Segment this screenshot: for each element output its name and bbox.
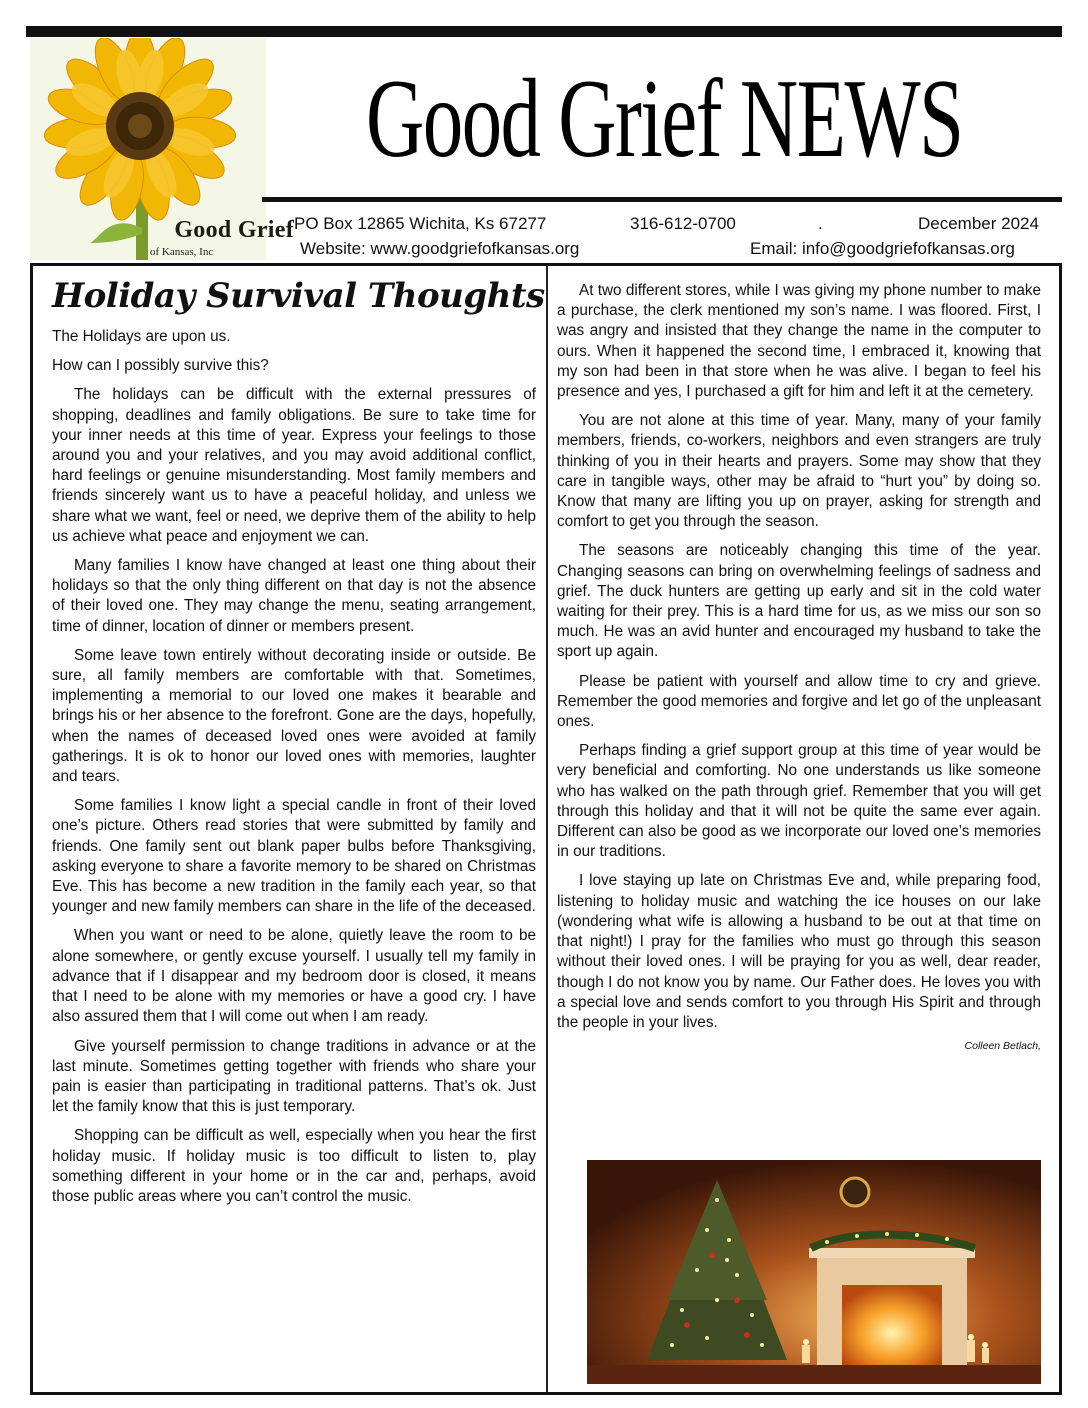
- paragraph: At two different stores, while I was giving my phone number to make a purchase, the clerk mentioned my son’s name. I was floored. First, I was angry and insisted that they change the name in the computer to ours. When it happened the second time, I embraced it, knowing that my son had been in that store when he was alive. I began to feel his presence and yes, I purchased a gift for him and left it at the cemetery.: [557, 282, 1041, 401]
- paragraph: Give yourself permission to change traditions in advance or at the last minute. Sometimes getting together with friends who share your pain is easier than participating in traditional patterns. That’s ok. Just let the family know that this is just temporary.: [52, 1037, 536, 1116]
- paragraph: How can I possibly survive this?: [52, 357, 269, 375]
- left-column: [52, 327, 536, 1216]
- email-link[interactable]: Email: info@goodgriefofkansas.org: [750, 239, 1015, 258]
- paragraph: Some families I know light a special candle in front of their loved one’s picture. Others read stories that were submitted by family and friends. One family sent out blank paper bulbs before Thanksgiving, asking everyone to share a favorite memory to be shared on Christmas Eve. This has become a new tradition in the family each year, so that younger and new family members can share in the life of the deceased.: [52, 797, 536, 916]
- logo-subtitle: of Kansas, Inc: [150, 246, 214, 258]
- paragraph: Shopping can be difficult as well, especially when you hear the first holiday music. If holiday music is too difficult to listen to, play something different in your home or in the car and, perhaps, avoid those public areas where you can’t control the music.: [52, 1127, 536, 1205]
- logo-text: [114, 218, 294, 258]
- paragraph: The holidays can be difficult with the external pressures of shopping, deadlines and family obligations. Be sure to take time for your inner needs at this time of year. Express your feelings to those around you and your relatives, and you may avoid additional conflict, hard feelings or genuine misunderstanding. Most family members and friends sincerely want us to have a peaceful holiday, and unless we share what we want, feel or need, we deprive them of the ability to help us achieve what peace and enjoyment we can.: [52, 386, 536, 545]
- paragraph: When you want or need to be alone, quietly leave the room to be alone somewhere, or gently excuse yourself. I usually tell my family in advance that if I disappear and my bedroom door is closed, it means that I need to be alone with my memories or have a good cry. I have also assured them that I will come out when I am ready.: [52, 927, 536, 1026]
- paragraph: I love staying up late on Christmas Eve and, while preparing food, listening to holiday music and watching the ice houses on our lake (wondering what wife is allowing a husband to be out at that time on that night!) I pray for the families who must go through this season without their loved ones. I will be praying for you as well, dear reader, though I do not know you by name. Our Father does. He loves you with a special love and sends comfort to you through His Spirit and through the people in your lives.: [557, 872, 1041, 1031]
- newsletter-title: Good Grief NEWS: [366, 57, 963, 181]
- article-headline: Holiday Survival Thoughts: [52, 276, 545, 316]
- column-divider: [546, 266, 548, 1392]
- logo: [30, 38, 294, 260]
- top-rule: [26, 26, 1062, 37]
- logo-name: Good Grief: [174, 217, 294, 243]
- masthead-rule: [262, 197, 1062, 202]
- website-link[interactable]: Website: www.goodgriefofkansas.org: [300, 239, 580, 258]
- paragraph: Some leave town entirely without decorating inside or outside. Be sure, all family members are comfortable with that. Sometimes, implementing a memorial to our loved one makes it bearable and brings his or her absence to the forefront. Gone are the days, hopefully, when the names of deceased loved ones were avoided at family gatherings. It is ok to honor our loved ones with memories, laughter and tears.: [52, 646, 536, 786]
- paragraph: Many families I know have changed at least one thing about their holidays so that the only thing different on that day is not the absence of their loved one. They may change the menu, seating arrangement, time of dinner, location of dinner or members present.: [52, 557, 536, 635]
- paragraph: The Holidays are upon us.: [52, 328, 231, 345]
- paragraph: You are not alone at this time of year. Many, many of your family members, friends, co-workers, neighbors and even strangers are truly thinking of you in their hearts and prayers. Some may show that they care in tangible ways, other may be afraid to “hurt you” by doing so. Know that many are lifting you up on prayer, asking for strength and comfort to get you through the season.: [557, 412, 1041, 531]
- issue-date: December 2024: [918, 214, 1039, 233]
- christmas-tree-fireplace-image: [587, 1160, 1041, 1384]
- paragraph: The seasons are noticeably changing this time of the year. Changing seasons can bring on overwhelming feelings of sadness and grief. The duck hunters are getting up early and sit in the cold water waiting for their prey. This is a hard time for us, as we miss our son so much. He was an avid hunter and encouraged my husband to take the sport up again.: [557, 542, 1041, 661]
- right-column: [557, 281, 1041, 1056]
- po-box: PO Box 12865 Wichita, Ks 67277: [294, 214, 547, 233]
- author-credit: Colleen Betlach,: [964, 1040, 1041, 1053]
- separator-dot: .: [818, 214, 823, 233]
- paragraph: Perhaps finding a grief support group at this time of year would be very beneficial and comforting. No one understands us like someone who has walked on the path through grief. Remember that you will get through this holiday and that it will not be quite the same ever again. Different can also be good as we incorporate our loved one’s memories in our traditions.: [557, 742, 1041, 861]
- paragraph: Please be patient with yourself and allow time to cry and grieve. Remember the good memories and forgive and let go of the unpleasant ones.: [557, 672, 1041, 731]
- phone: 316-612-0700: [630, 214, 736, 233]
